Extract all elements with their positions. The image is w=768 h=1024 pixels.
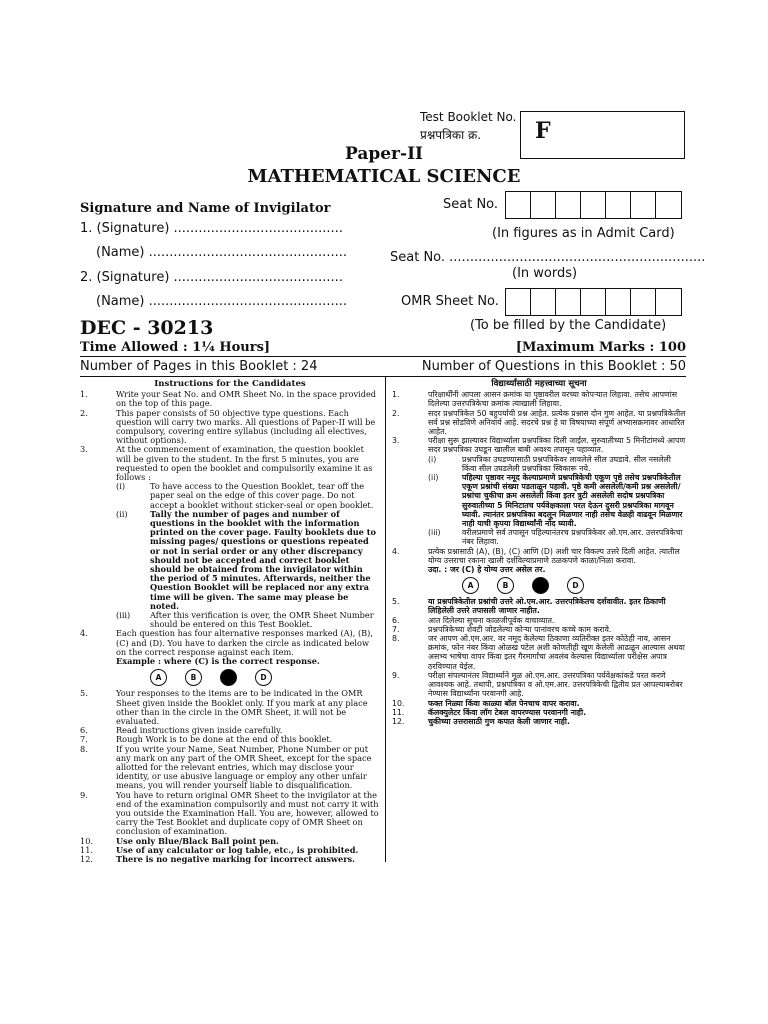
instruction-item: 7. प्रश्नपत्रिकेच्या शेवटी जोडलेल्या कोऱ्या पानांवरच कच्चे काम करावे. (392, 624, 612, 634)
omr-sheet-label: OMR Sheet No. (401, 294, 499, 309)
omr-note: (To be filled by the Candidate) (470, 318, 667, 333)
instruction-item: 6. Read instructions given inside carefully. (80, 725, 283, 736)
option-a-circle: A (150, 669, 167, 686)
seat-no-label: Seat No. (443, 197, 499, 212)
rule-bottom (80, 376, 686, 377)
option-d-circle: D (255, 669, 272, 686)
seat-no-boxes (505, 191, 682, 219)
option-a-circle: A (462, 577, 479, 594)
instruction-item: 11. कॅलक्युलेटर किंवा लॉग टेबल वापरण्यास परवानगी नाही. (392, 707, 587, 717)
pages-questions-row (80, 359, 686, 374)
booklet-label-mr: प्रश्नपत्रिका क्र. (420, 128, 482, 142)
instruction-item: 9. परीक्षा संपल्यानंतर विद्यार्थ्याने मूळ ओ.एम.आर. उत्तरपत्रिका पर्यवेक्षकांकडे परत करणे आवश्यक आहे. तथापी, प्रश्नपत्रिका व ओ.एम.आर. उत्तरपत्रिकेची द्वितीय प्रत आपल्याबरोबर नेण्यास विद्यार्थ्यांना परवानगी आहे. (392, 670, 683, 699)
option-c-circle-filled: C (532, 577, 549, 594)
omr-sheet-boxes (505, 288, 682, 316)
option-c-circle-filled: C (220, 669, 237, 686)
instructions-english (80, 380, 380, 864)
question-count: Number of Questions in this Booklet : 50 (421, 359, 686, 374)
exam-code: DEC - 30213 (80, 317, 214, 339)
column-divider (385, 377, 386, 862)
instructions-marathi (392, 380, 686, 726)
seat-figures-note: (In figures as in Admit Card) (492, 226, 675, 241)
instruction-item: 8. जर आपण ओ.एम.आर. वर नमूद केलेल्या ठिकाणा व्यतिरीक्त इतर कोठेही नाव, आसन क्रमांक, फोन नंबर किंवा ओळख पटेल अशी कोणतीही खूण केलेली आढळून आल्यास अथवा असभ्य भाषेचा वापर किंवा इतर गैरमार्गांचा अवलंब केल्यास विद्यार्थ्याला परीक्षेस अपात्र ठरविण्यात येईल. (392, 634, 685, 671)
signature-1: 1. (Signature) ......................................... (80, 221, 343, 236)
option-b-circle: B (185, 669, 202, 686)
instruction-item: 11. Use of any calculator or log table, etc., is prohibited. (80, 844, 359, 855)
booklet-code: F (535, 118, 551, 144)
instruction-item: 2. सदर प्रश्नपत्रिकेत 50 बहुपर्यायी प्रश्न आहेत. प्रत्येक प्रश्नास दोन गुण आहेत. या प्रश्नपत्रिकेतील सर्व प्रश्न सोडविणे अनिवार्य आहे. सदरचे प्रश्न हे या विषयाच्या संपूर्ण अभ्यासक्रमावर आधारित आहेत. (392, 408, 686, 437)
time-allowed: Time Allowed : 1¼ Hours] (80, 340, 271, 355)
option-d-circle: D (567, 577, 584, 594)
signature-2: 2. (Signature) ......................................... (80, 270, 343, 285)
test-booklet-label (420, 110, 516, 143)
seat-words-note: (In words) (512, 266, 578, 281)
instructions-title-mr: विद्यार्थ्यांसाठी महत्त्वाच्या सूचना (491, 379, 587, 389)
instruction-subitem: (ii) पहिल्या पृष्ठावर नमूद केल्याप्रमाणे प्रश्नपत्रिकेची एकूण पृष्ठे तसेच प्रश्नपत्रिकेतील एकूण प्रश्नांची संख्या पडताळून पहावी. पृष्ठे कमी असलेली/कमी प्रश्न असलेली/प्रश्नांचा चुकीचा क्रम असलेली किंवा इतर त्रुटी असलेली सदोष प्रश्नपत्रिका सुरुवातीच्या 5 मिनिटातच पर्यवेक्षकाला परत देऊन दुसरी प्रश्नपत्रिका मागवून घ्यावी. त्यानंतर प्रश्नपत्रिका बदलून मिळणार नाही तसेच वेळही वाढवून मिळणार नाही याची कृपया विद्यार्थ्यांनी नोंद घ्यावी. (428, 473, 683, 529)
name-1: (Name) ................................................ (96, 245, 347, 260)
max-marks: [Maximum Marks : 100 (515, 340, 686, 355)
instruction-item: 6. आत दिलेल्या सूचना काळजीपूर्वक वाचाव्यात. (392, 615, 555, 625)
invigilator-title: Signature and Name of Invigilator (80, 201, 331, 216)
instruction-item: 10. फक्त निळ्या किंवा काळ्या बॉल पेनचाच वापर करावा. (392, 698, 580, 708)
instruction-item: 1. Write your Seat No. and OMR Sheet No. in the space provided on the top of this page. (80, 389, 377, 409)
instruction-item: 3. परीक्षा सुरू झाल्यावर विद्यार्थ्याला प्रश्नपत्रिका दिली जाईल. सुरुवातीच्या 5 मिनीटांमध्ये आपण सदर प्रश्नपत्रिका उघडून खालील बाबी अवश्य तपासून पहाव्यात. (392, 436, 686, 455)
instruction-subitem: (ii) Tally the number of pages and number of questions in the booklet with the information printed on the cover page. Faulty booklets due to missing pages/ questions or questions repeated or not in serial order or any other discrepancy should not be accepted and correct booklet should be obtained from the invigilator within the period of 5 minutes. Afterwards, neither the Question Booklet will be replaced nor any extra time will be given. The same may please be noted. (116, 508, 376, 611)
time-marks-row (80, 340, 686, 355)
instructions-title-en: Instructions for the Candidates (154, 379, 306, 389)
seat-words-line: Seat No. .............................................................. (390, 250, 706, 265)
name-2: (Name) ................................................ (96, 294, 347, 309)
instruction-item: 3. At the commencement of examination, the question booklet will be given to the student. In the first 5 minutes, you are requested to open the booklet and compulsorily examine it as follows : (80, 444, 373, 483)
instruction-item: 8. If you write your Name, Seat Number, Phone Number or put any mark on any part of the OMR Sheet, except for the space allotted for the relevant entries, which may disclose your identity, or use abusive language or employ any other unfair means, you will render yourself liable to disqualification. (80, 743, 372, 791)
instruction-item: 4. Each question has four alternative responses marked (A), (B), (C) and (D). You have to darken the circle as indicated below on the correct response against each item. (80, 628, 373, 657)
instruction-item: 5. या प्रश्नपत्रिकेतील प्रश्नांची उत्तरे ओ.एम.आर. उत्तरपत्रिकेतच दर्शवावीत. इतर ठिकाणी लिहिलेली उत्तरे तपासली जाणार नाहीत. (392, 597, 666, 616)
instruction-item: 4. प्रत्येक प्रश्नासाठी (A), (B), (C) आणि (D) अशी चार विकल्प उत्तरे दिली आहेत. त्यातील योग्य उत्तराचा रकाना खाली दर्शविल्याप्रमाणे ठळकपणे काळा/निळा करावा. (392, 546, 680, 565)
example-answer-circles (80, 666, 380, 689)
option-b-circle: B (497, 577, 514, 594)
instruction-subitem: (i) To have access to the Question Booklet, tear off the paper seal on the edge of this cover page. Do not accept a booklet without sticker-seal or open booklet. (116, 481, 374, 510)
example-answer-circles-mr (392, 574, 686, 597)
instruction-item: 10. Use only Blue/Black Ball point pen. (80, 835, 279, 846)
instruction-item: 9. You have to return original OMR Sheet to the invigilator at the end of the examination compulsorily and must not carry it with you outside the Examination Hall. You are, however, allowed to carry the Test Booklet and duplicate copy of OMR Sheet on conclusion of examination. (80, 789, 379, 837)
instruction-item: 2. This paper consists of 50 objective type questions. Each question will carry two marks. All questions of Paper-II will be compulsory, covering entire syllabus (including all electives, without options). (80, 407, 376, 446)
instruction-subitem: (iii) वरीलप्रमाणे सर्व तपासून पहिल्यानंतरच प्रश्नपत्रिकेवर ओ.एम.आर. उत्तरपत्रिकेचा नंबर लिहावा. (428, 528, 683, 547)
instruction-subitem: (i) प्रश्नपत्रिका उघडण्यासाठी प्रश्नपत्रिकेवर लावलेले सील उघडावे. सील नसलेली किंवा सील उघडलेली प्रश्नपत्रिका स्विकारू नये. (428, 454, 671, 473)
instruction-subitem: (iii) After this verification is over, the OMR Sheet Number should be entered on this Test Booklet. (116, 610, 374, 630)
booklet-label-en: Test Booklet No. (420, 110, 517, 124)
instruction-example: Example : where (C) is the correct response. (116, 656, 320, 667)
instruction-item: 12. चुकीच्या उत्तरासाठी गुण कपात केली जाणार नाही. (392, 716, 570, 726)
rule-top (80, 356, 686, 357)
instruction-item: 1. परिक्षार्थींनी आपला आसन क्रमांक या पृष्ठावरील वरच्या कोपऱ्यात लिहावा. तसेच आपणांस दिलेल्या उत्तरपत्रिकेचा क्रमांक त्याखाली लिहावा. (392, 390, 677, 409)
page-count: Number of Pages in this Booklet : 24 (80, 359, 318, 374)
paper-title: Paper-II (345, 144, 423, 164)
instruction-item: 7. Rough Work is to be done at the end of this booklet. (80, 734, 333, 745)
instruction-item: 5. Your responses to the items are to be indicated in the OMR Sheet given inside the Booklet only. If you mark at any place other than in the circle in the OMR Sheet, it will not be evaluated. (80, 688, 368, 726)
instruction-example: उदा. : जर (C) हे योग्य उत्तर असेल तर. (428, 565, 546, 575)
instruction-item: 12. There is no negative marking for incorrect answers. (80, 853, 355, 864)
subject-title: MATHEMATICAL SCIENCE (247, 166, 521, 187)
